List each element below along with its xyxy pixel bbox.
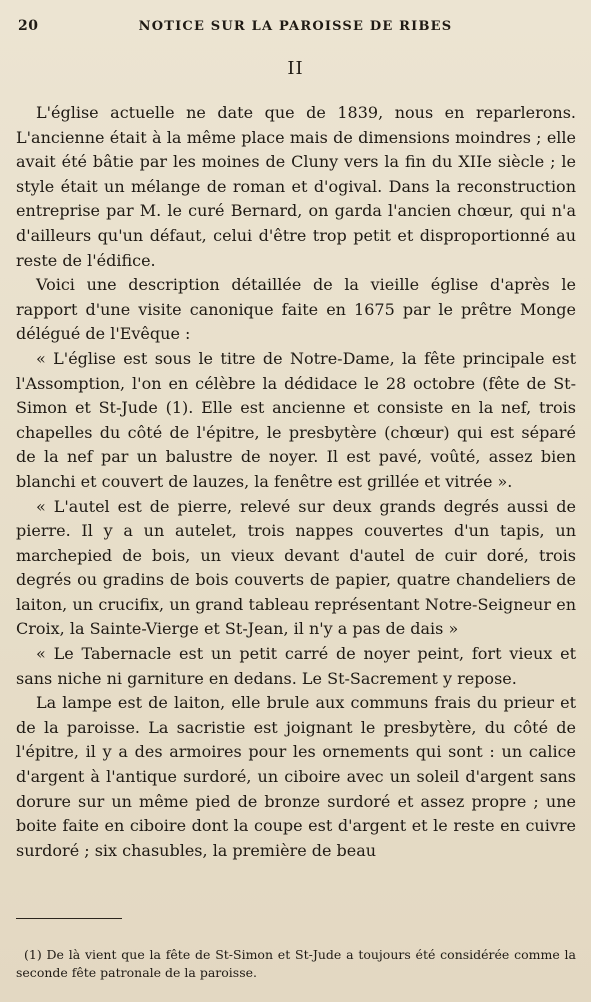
paragraph-3: « L'église est sous le titre de Notre-Dame, la fête principale est l'Assomption, l'on en célèbre la dédidace le 28 octobre (fête de St-Simon et St-Jude (1). Elle est ancienne et consiste en la nef, trois chapelles du côté de l'épitre, le presbytère (chœur) qui est séparé de la nef par un balustre de noyer. Il est pavé, voûté, assez bien blanchi et couvert de lauzes, la fenêtre est grillée et vitrée ». [16,348,576,491]
paragraph-5: « Le Tabernacle est un petit carré de noyer peint, fort vieux et sans niche ni garniture en dedans. Le St-Sacrement y repose. [16,644,576,688]
paragraph-6: La lampe est de laiton, elle brule aux communs frais du prieur et de la paroisse. La sacristie est joignant le presbytère, du côté de l'épitre, il y a des armoires pour les ornements qui sont : un calice d'argent à l'antique surdoré, un ciboire avec un soleil d'argent sans dorure sur un même pied de bronze surdoré et assez propre ; une boite faite en ciboire dont la coupe est d'argent et le reste en cuivre surdoré ; six chasubles, la première de beau [16,693,576,860]
running-title: NOTICE SUR LA PAROISSE DE RIBES [138,19,453,34]
body-text [16,101,576,863]
page-header [18,18,573,38]
section-number: II [287,58,304,79]
paragraph-4: « L'autel est de pierre, relevé sur deux grands degrés aussi de pierre. Il y a un autelet, trois nappes couvertes d'un tapis, un marchepied de bois, un vieux devant d'autel de cuir doré, trois degrés ou gradins de bois couverts de papier, quatre chandeliers de laiton, un crucifix, un grand tableau représentant Notre-Seigneur en Croix, la Sainte-Vierge et St-Jean, il n'y a pas de dais » [16,496,576,639]
paragraph-2: Voici une description détaillée de la vieille église d'après le rapport d'une visite canonique faite en 1675 par le prêtre Monge délégué de l'Evêque : [16,275,576,344]
footnote-rule [16,918,122,919]
footnote: (1) De là vient que la fête de St-Simon et St-Jude a toujours été considérée comme la seconde fête patronale de la paroisse. [16,947,576,980]
paragraph-1: L'église actuelle ne date que de 1839, nous en reparlerons. L'ancienne était à la même place mais de dimensions moindres ; elle avait été bâtie par les moines de Cluny vers la fin du XIIe siècle ; le style était un mélange de roman et d'ogival. Dans la reconstruction entreprise par M. le curé Bernard, on garda l'ancien chœur, qui n'a d'ailleurs qu'un défaut, celui d'être trop petit et disproportionné au reste de l'édifice. [16,103,576,270]
page-number: 20 [18,18,39,34]
